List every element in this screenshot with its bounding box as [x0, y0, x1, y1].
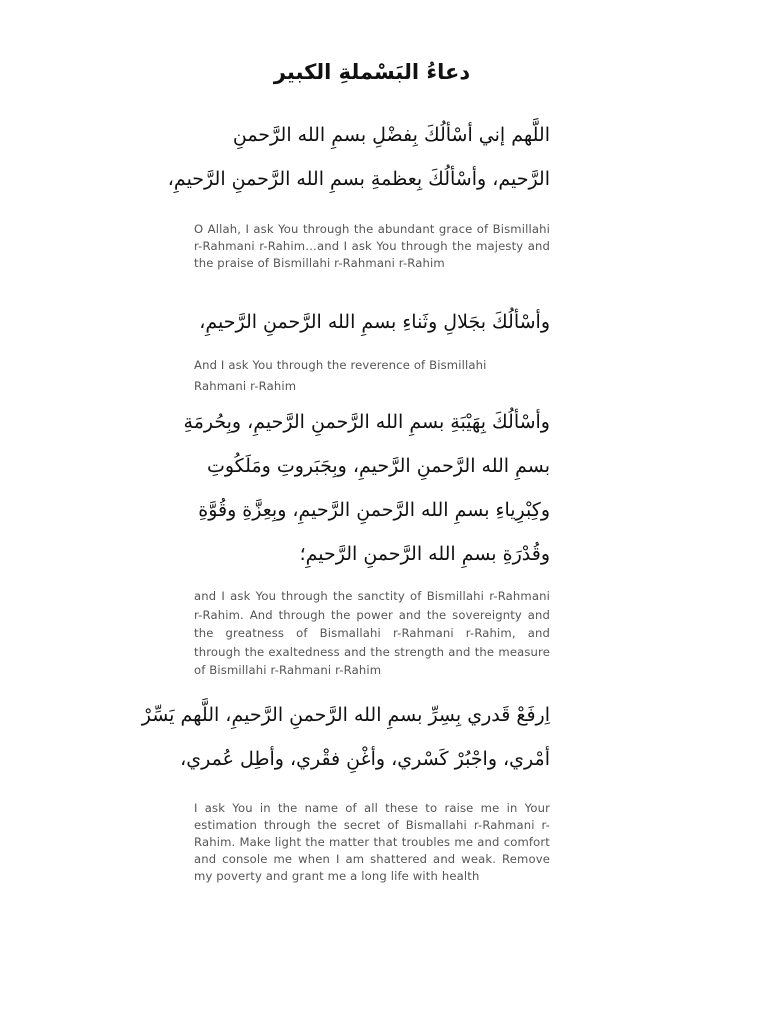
document-title: دعاءُ البَسْملةِ الكبير	[273, 60, 471, 84]
arabic-line: وكِبْرِياءِ بسمِ الله الرَّحمنِ الرَّحيمِ، وبِعِزَّةِ وقُوَّةِ	[198, 499, 550, 521]
arabic-line: اِرفَعْ قَدري بِسِرِّ بسمِ الله الرَّحمنِ الرَّحيمِ، اللَّهم يَسِّرْ	[141, 704, 550, 726]
arabic-verse-1	[167, 113, 550, 201]
arabic-line: اللَّهم إني أسْألُكَ بِفضْلِ بسمِ الله الرَّحمنِ	[232, 124, 550, 146]
arabic-line: وقُدْرَةِ بسمِ الله الرَّحمنِ الرَّحيمِ؛	[299, 543, 550, 565]
arabic-line: الرَّحيم، وأسْألُكَ بِعظمةِ بسمِ الله الرَّحمنِ الرَّحيمِ،	[167, 168, 550, 190]
arabic-line: بسمِ الله الرَّحمنِ الرَّحيمِ، وبِجَبَروتِ ومَلَكُوتِ	[206, 455, 550, 477]
english-translation-3: and I ask You through the sanctity of Bismillahi r-Rahmani r-Rahim. And through the power and the sovereignty and the greatness of Bismallahi r-Rahmani r-Rahim, and through the exaltedness and the strength and the measure of Bismillahi r-Rahmani r-Rahim	[194, 589, 550, 677]
arabic-line: وأسْألُكَ بِهَيْبَةِ بسمِ الله الرَّحمنِ الرَّحيمِ، وبِحُرمَةِ	[183, 411, 550, 433]
arabic-line: وأسْألُكَ بجَلالِ وثَناءِ بسمِ الله الرَّحمنِ الرَّحيمِ،	[199, 311, 550, 333]
arabic-verse-2	[194, 300, 550, 344]
arabic-verse-3	[183, 400, 550, 576]
arabic-verse-4	[141, 693, 550, 781]
english-translation-4: I ask You in the name of all these to raise me in Your estimation through the secret of Bismallahi r-Rahmani r-Rahim. Make light the matter that troubles me and comfort and console me when I am shattered and weak. Remove my poverty and grant me a long life with health	[194, 801, 550, 883]
english-translation-1: O Allah, I ask You through the abundant grace of Bismillahi r-Rahmani r-Rahim…and I ask You through the majesty and the praise of Bismillahi r-Rahmani r-Rahim	[194, 222, 550, 270]
english-translation-2: And I ask You through the reverence of Bismillahi Rahmani r-Rahim	[194, 358, 487, 393]
arabic-line: أمْري، واجْبُرْ كَسْري، وأغْنِ فقْري، وأطِل عُمري،	[180, 748, 550, 770]
